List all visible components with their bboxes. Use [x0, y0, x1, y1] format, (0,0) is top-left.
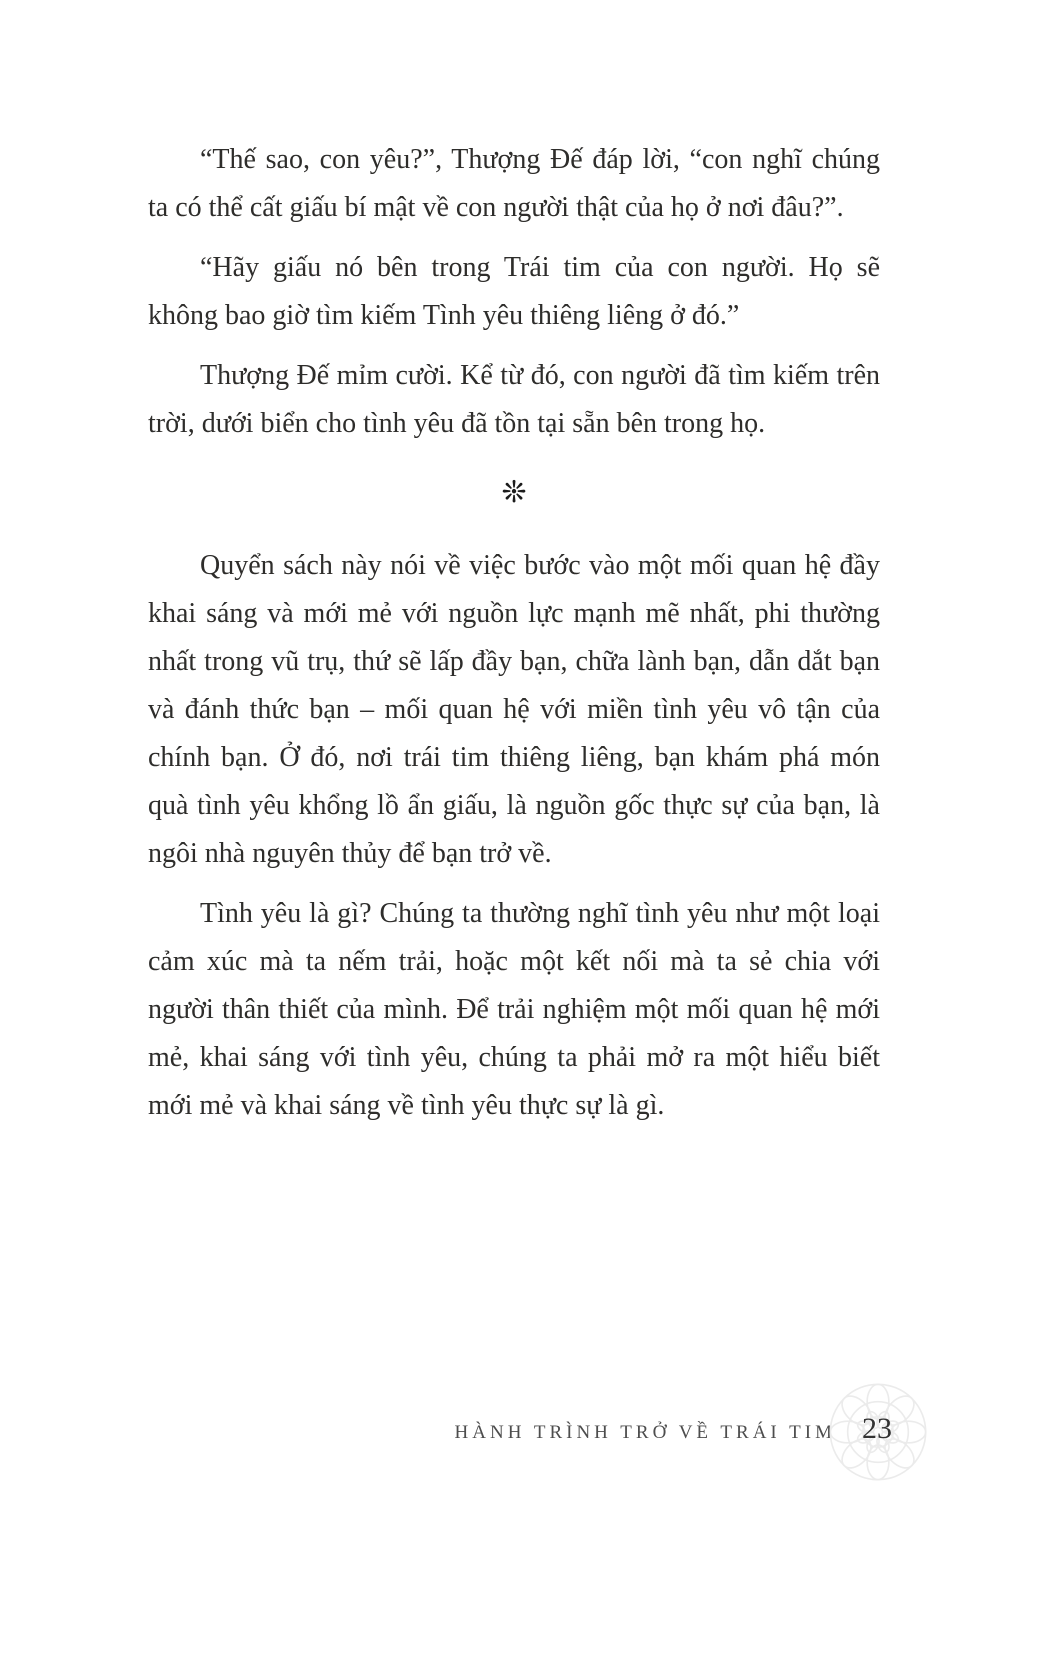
page-number: 23 — [862, 1412, 892, 1445]
running-title: HÀNH TRÌNH TRỞ VỀ TRÁI TIM — [454, 1422, 836, 1443]
page-body-text — [148, 136, 880, 1142]
paragraph-book-intro: Quyển sách này nói về việc bước vào một mối quan hệ đầy khai sáng và mới mẻ với nguồn lực mạnh mẽ nhất, phi thường nhất trong vũ trụ, thứ sẽ lấp đầy bạn, chữa lành bạn, dẫn dắt bạn và đánh thức bạn – mối quan hệ với miền tình yêu vô tận của chính bạn. Ở đó, nơi trái tim thiêng liêng, bạn khám phá món quà tình yêu khổng lồ ẩn giấu, là nguồn gốc thực sự của bạn, là ngôi nhà nguyên thủy để bạn trở về. — [148, 550, 880, 869]
paragraph-dialog-1: “Thế sao, con yêu?”, Thượng Đế đáp lời, “con nghĩ chúng ta có thể cất giấu bí mật về con người thật của họ ở nơi đâu?”. — [148, 144, 880, 223]
section-divider-ornament-icon: ❊ — [501, 475, 527, 510]
page-footer — [0, 1412, 1048, 1472]
paragraph-love-definition: Tình yêu là gì? Chúng ta thường nghĩ tình yêu như một loại cảm xúc mà ta nếm trải, hoặc một kết nối mà ta sẻ chia với người thân thiết của mình. Để trải nghiệm một mối quan hệ mới mẻ, khai sáng với tình yêu, chúng ta phải mở ra một hiểu biết mới mẻ và khai sáng về tình yêu thực sự là gì. — [148, 898, 880, 1121]
paragraph-narration: Thượng Đế mỉm cười. Kể từ đó, con người đã tìm kiếm trên trời, dưới biển cho tình yêu đã tồn tại sẵn bên trong họ. — [148, 360, 880, 439]
paragraph-dialog-2: “Hãy giấu nó bên trong Trái tim của con người. Họ sẽ không bao giờ tìm kiếm Tình yêu thiêng liêng ở đó.” — [148, 252, 880, 331]
